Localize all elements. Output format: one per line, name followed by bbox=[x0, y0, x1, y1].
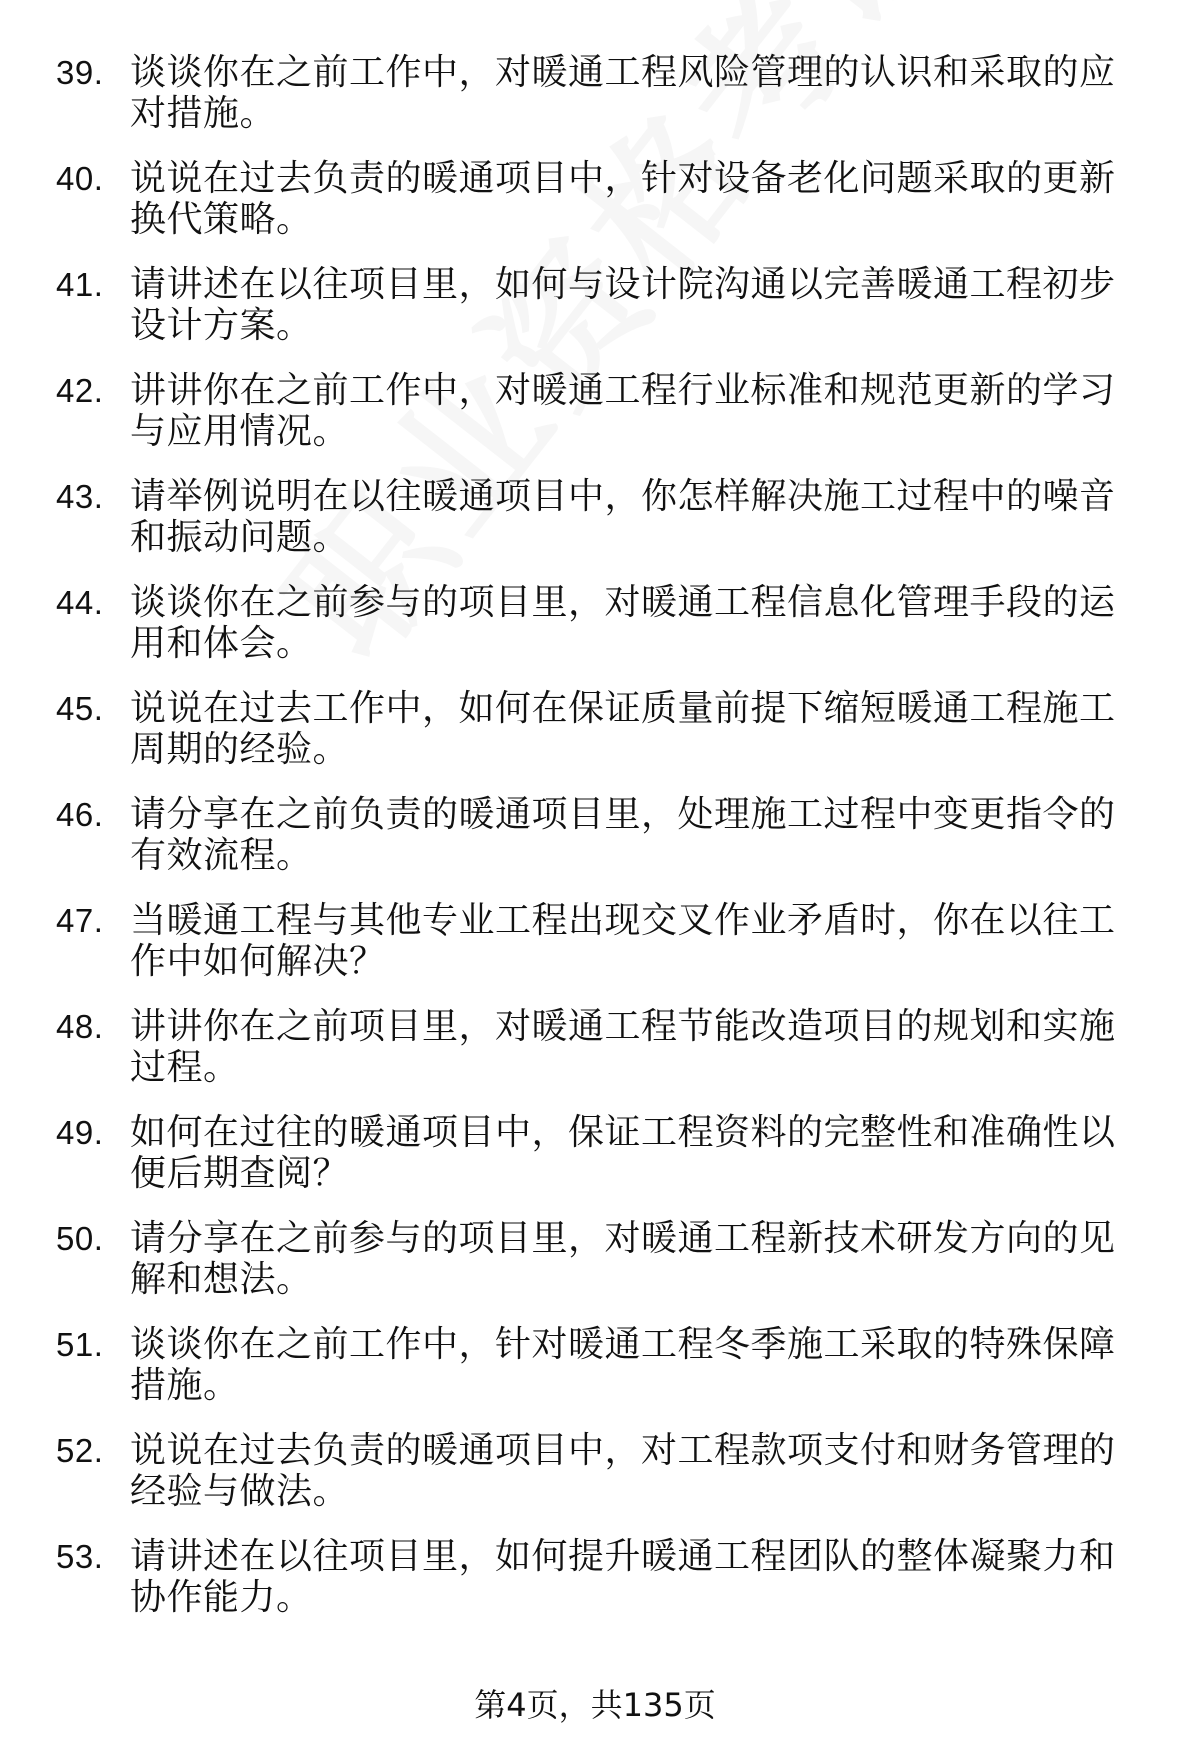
question-item bbox=[56, 1536, 1156, 1618]
question-text: 说说在过去负责的暖通项目中，对工程款项支付和财务管理的经验与做法。 bbox=[130, 1430, 1116, 1512]
question-text: 谈谈你在之前参与的项目里，对暖通工程信息化管理手段的运用和体会。 bbox=[130, 582, 1116, 664]
question-item bbox=[56, 1430, 1156, 1512]
question-number: 47. bbox=[56, 902, 104, 939]
question-item bbox=[56, 1006, 1156, 1088]
question-text: 请举例说明在以往暖通项目中，你怎样解决施工过程中的噪音和振动问题。 bbox=[130, 476, 1116, 558]
question-text: 讲讲你在之前工作中，对暖通工程行业标准和规范更新的学习与应用情况。 bbox=[130, 370, 1116, 452]
question-number: 44. bbox=[56, 584, 104, 621]
question-item bbox=[56, 158, 1156, 240]
question-text: 讲讲你在之前项目里，对暖通工程节能改造项目的规划和实施过程。 bbox=[130, 1006, 1116, 1088]
question-number: 53. bbox=[56, 1538, 104, 1575]
question-list bbox=[56, 52, 1156, 1642]
question-text: 当暖通工程与其他专业工程出现交叉作业矛盾时，你在以往工作中如何解决？ bbox=[130, 900, 1116, 982]
question-number: 51. bbox=[56, 1326, 104, 1363]
question-text: 请讲述在以往项目里，如何与设计院沟通以完善暖通工程初步设计方案。 bbox=[130, 264, 1116, 346]
question-number: 49. bbox=[56, 1114, 104, 1151]
page-footer: 第4页，共135页 bbox=[474, 1686, 716, 1724]
question-text: 谈谈你在之前工作中，针对暖通工程冬季施工采取的特殊保障措施。 bbox=[130, 1324, 1116, 1406]
question-item bbox=[56, 1324, 1156, 1406]
question-number: 52. bbox=[56, 1432, 104, 1469]
question-item bbox=[56, 688, 1156, 770]
question-item bbox=[56, 900, 1156, 982]
question-number: 45. bbox=[56, 690, 104, 727]
question-number: 43. bbox=[56, 478, 104, 515]
question-number: 41. bbox=[56, 266, 104, 303]
question-item bbox=[56, 476, 1156, 558]
question-number: 42. bbox=[56, 372, 104, 409]
question-item bbox=[56, 1112, 1156, 1194]
question-text: 请讲述在以往项目里，如何提升暖通工程团队的整体凝聚力和协作能力。 bbox=[130, 1536, 1116, 1618]
question-item bbox=[56, 264, 1156, 346]
question-number: 46. bbox=[56, 796, 104, 833]
question-item bbox=[56, 1218, 1156, 1300]
question-item bbox=[56, 370, 1156, 452]
question-item bbox=[56, 52, 1156, 134]
question-text: 说说在过去负责的暖通项目中，针对设备老化问题采取的更新换代策略。 bbox=[130, 158, 1116, 240]
question-number: 50. bbox=[56, 1220, 104, 1257]
question-item bbox=[56, 582, 1156, 664]
question-text: 请分享在之前参与的项目里，对暖通工程新技术研发方向的见解和想法。 bbox=[130, 1218, 1116, 1300]
question-number: 40. bbox=[56, 160, 104, 197]
question-text: 说说在过去工作中，如何在保证质量前提下缩短暖通工程施工周期的经验。 bbox=[130, 688, 1116, 770]
question-text: 如何在过往的暖通项目中，保证工程资料的完整性和准确性以便后期查阅？ bbox=[130, 1112, 1116, 1194]
question-number: 39. bbox=[56, 54, 104, 91]
question-number: 48. bbox=[56, 1008, 104, 1045]
question-text: 请分享在之前负责的暖通项目里，处理施工过程中变更指令的有效流程。 bbox=[130, 794, 1116, 876]
question-item bbox=[56, 794, 1156, 876]
question-text: 谈谈你在之前工作中，对暖通工程风险管理的认识和采取的应对措施。 bbox=[130, 52, 1116, 134]
